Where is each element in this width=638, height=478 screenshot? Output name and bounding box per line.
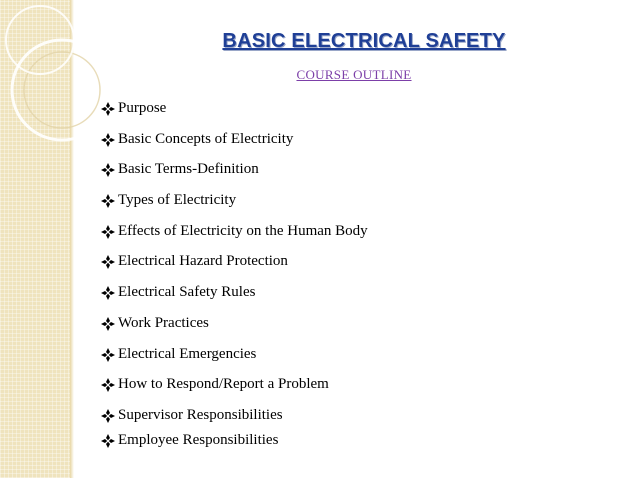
slide-title-wrap <box>0 30 638 53</box>
outline-item <box>100 432 368 463</box>
outline-item-label: How to Respond/Report a Problem <box>118 376 329 393</box>
diamond-bullet-icon <box>100 224 116 240</box>
diamond-bullet-icon <box>100 285 116 301</box>
diamond-bullet-icon <box>100 316 116 332</box>
outline-item <box>100 376 368 407</box>
outline-item <box>100 284 368 315</box>
diamond-bullet-icon <box>100 193 116 209</box>
outline-item <box>100 253 368 284</box>
diamond-bullet-icon <box>100 162 116 178</box>
diamond-bullet-icon <box>100 408 116 424</box>
outline-item <box>100 131 368 162</box>
diamond-bullet-icon <box>100 101 116 117</box>
diamond-bullet-icon <box>100 377 116 393</box>
outline-item-label: Work Practices <box>118 314 209 331</box>
outline-item-label: Types of Electricity <box>118 192 237 209</box>
outline-item <box>100 100 368 131</box>
slide-title: BASIC ELECTRICAL SAFETY <box>222 30 506 52</box>
outline-item-label: Electrical Hazard Protection <box>118 253 288 270</box>
outline-item-label: Employee Responsibilities <box>118 431 279 448</box>
diamond-bullet-icon <box>100 433 116 449</box>
outline-item-label: Basic Concepts of Electricity <box>118 130 294 147</box>
slide-subtitle-wrap <box>0 66 638 84</box>
outline-item-label: Supervisor Responsibilities <box>118 406 283 423</box>
outline-item <box>100 161 368 192</box>
outline-item <box>100 192 368 223</box>
outline-item-label: Effects of Electricity on the Human Body <box>118 222 368 239</box>
outline-item-label: Electrical Emergencies <box>118 345 257 362</box>
outline-item-label: Electrical Safety Rules <box>118 284 256 301</box>
outline-item-label: Basic Terms-Definition <box>118 161 259 178</box>
diamond-bullet-icon <box>100 132 116 148</box>
outline-item-label: Purpose <box>118 100 167 116</box>
outline-item <box>100 346 368 377</box>
diamond-bullet-icon <box>100 347 116 363</box>
course-outline-list <box>100 100 368 462</box>
diamond-bullet-icon <box>100 254 116 270</box>
outline-item <box>100 315 368 346</box>
outline-item <box>100 223 368 254</box>
course-outline-heading: COURSE OUTLINE <box>296 67 412 82</box>
